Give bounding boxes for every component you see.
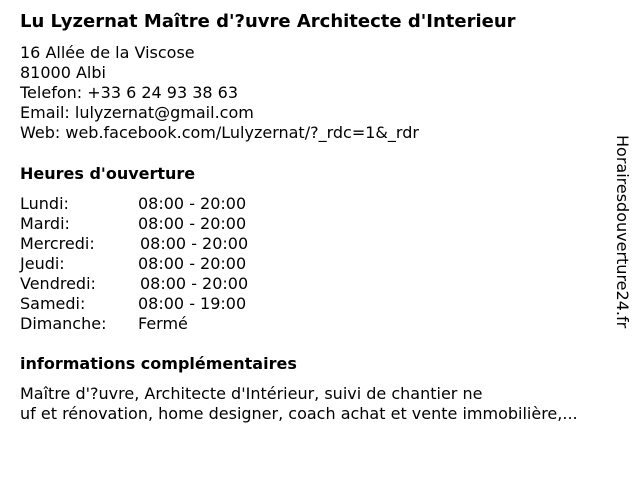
time-range: 08:00 - 20:00 bbox=[138, 214, 247, 233]
street-address: 16 Allée de la Viscose bbox=[20, 43, 195, 62]
time-range: 08:00 - 20:00 bbox=[140, 274, 249, 293]
day-label: Mercredi: bbox=[20, 234, 95, 253]
business-title: Lu Lyzernat Maître d'?uvre Architecte d'Interieur bbox=[20, 11, 516, 32]
info-line-1: Maître d'?uvre, Architecte d'Intérieur, suivi de chantier ne bbox=[20, 384, 483, 403]
time-range: 08:00 - 19:00 bbox=[138, 294, 247, 313]
website-url: Web: web.facebook.com/Lulyzernat/?_rdc=1&_rdr bbox=[20, 123, 419, 142]
additional-info bbox=[20, 384, 578, 424]
phone-number: Telefon: +33 6 24 93 38 63 bbox=[20, 83, 239, 102]
info-heading: informations complémentaires bbox=[20, 354, 297, 373]
email-address: Email: lulyzernat@gmail.com bbox=[20, 103, 254, 122]
time-range: 08:00 - 20:00 bbox=[138, 254, 247, 273]
day-label: Samedi: bbox=[20, 294, 86, 313]
contact-block bbox=[20, 43, 419, 143]
time-range: 08:00 - 20:00 bbox=[140, 234, 249, 253]
brand-watermark: Horairesdouverture24.fr bbox=[613, 135, 632, 329]
day-label: Jeudi: bbox=[20, 254, 65, 273]
day-label: Dimanche: bbox=[20, 314, 107, 333]
day-label: Lundi: bbox=[20, 194, 69, 213]
day-label: Mardi: bbox=[20, 214, 70, 233]
time-range: 08:00 - 20:00 bbox=[138, 194, 247, 213]
info-line-2: uf et rénovation, home designer, coach achat et vente immobilière,... bbox=[20, 404, 578, 423]
hours-heading: Heures d'ouverture bbox=[20, 164, 196, 183]
day-label: Vendredi: bbox=[20, 274, 96, 293]
city-postcode: 81000 Albi bbox=[20, 63, 106, 82]
time-range: Fermé bbox=[138, 314, 188, 333]
